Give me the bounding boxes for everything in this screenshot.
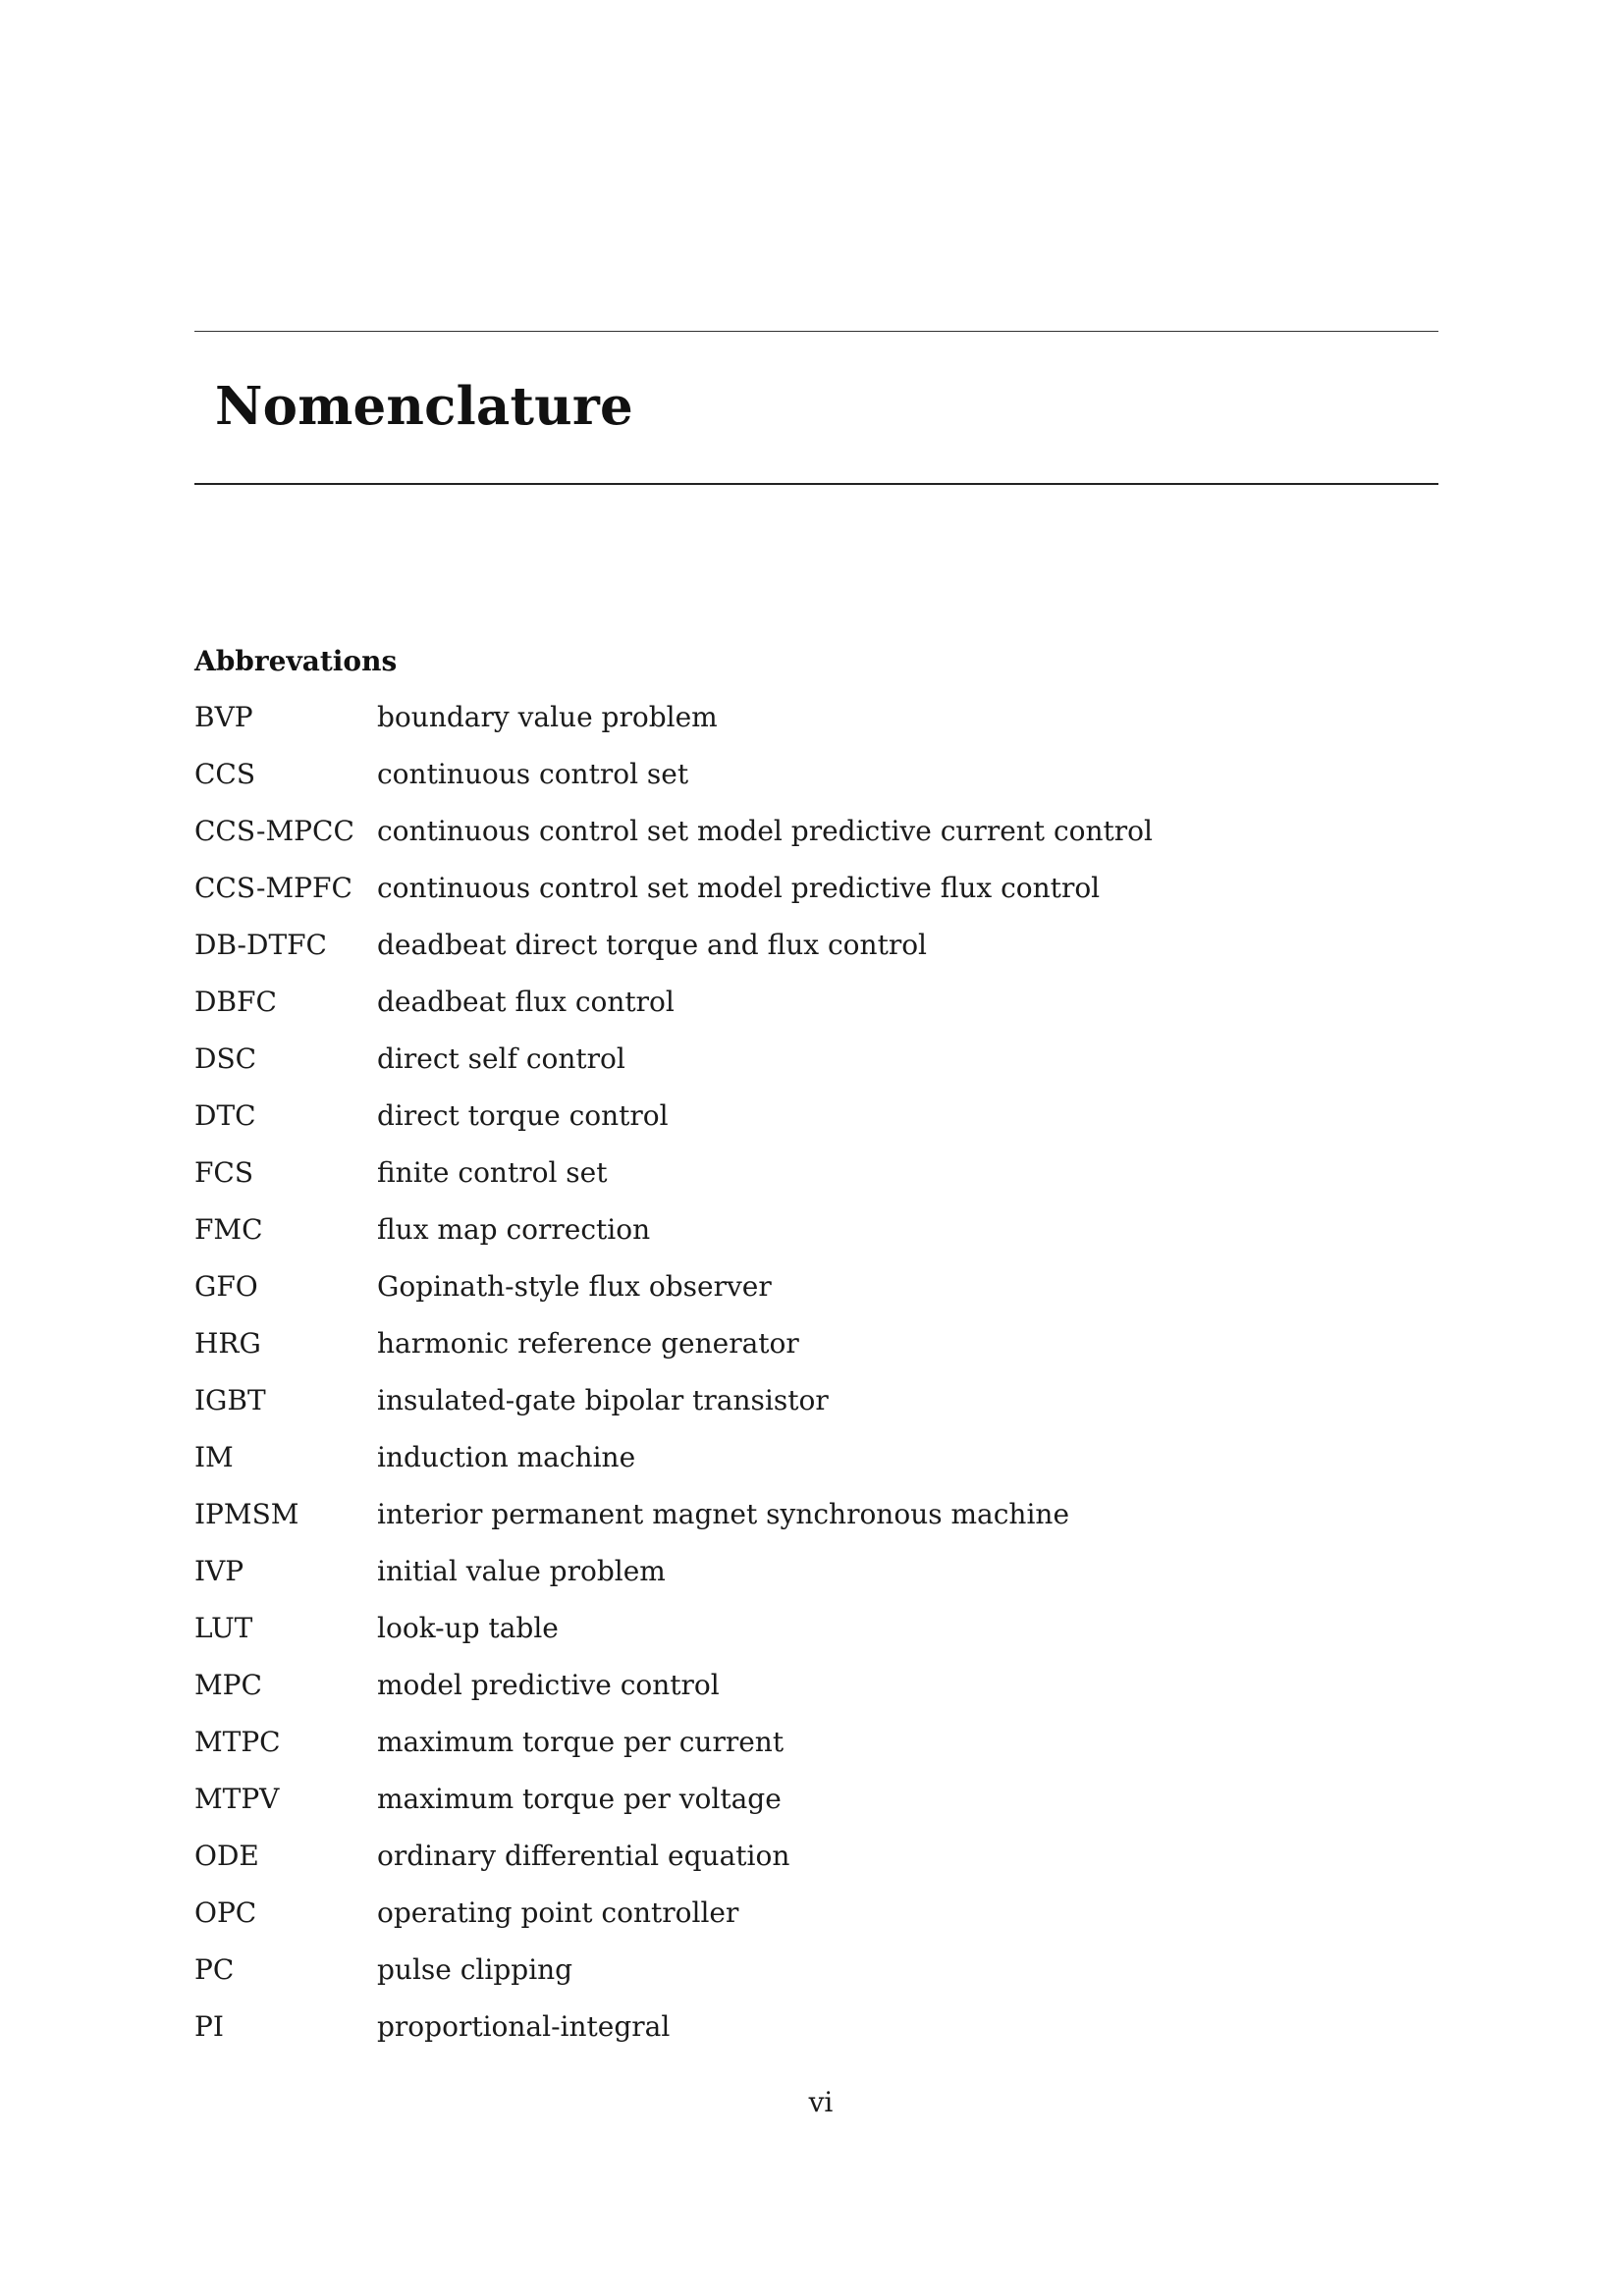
list-item — [194, 1896, 1274, 1953]
abbreviation-definition: operating point controller — [377, 1896, 739, 1929]
list-item — [194, 701, 1274, 758]
list-item — [194, 2010, 1274, 2067]
list-item — [194, 872, 1274, 929]
abbreviation-definition: finite control set — [377, 1156, 608, 1189]
list-item — [194, 1441, 1274, 1498]
abbreviation-term: FMC — [194, 1213, 263, 1246]
list-item — [194, 1726, 1274, 1783]
list-item — [194, 1384, 1274, 1441]
abbreviation-term: DB-DTFC — [194, 929, 327, 961]
list-item — [194, 1042, 1274, 1099]
page-number: vi — [808, 2086, 834, 2118]
abbreviation-definition: pulse clipping — [377, 1953, 573, 1986]
abbreviation-term: BVP — [194, 701, 253, 733]
abbreviation-term: IGBT — [194, 1384, 266, 1416]
abbreviation-term: DBFC — [194, 986, 277, 1018]
chapter-top-rule — [194, 331, 1438, 332]
abbreviation-definition: continuous control set model predictive current control — [377, 815, 1153, 847]
abbreviation-definition: continuous control set — [377, 758, 689, 790]
list-item — [194, 1156, 1274, 1213]
list-item — [194, 1213, 1274, 1270]
list-item — [194, 929, 1274, 986]
abbreviation-definition: ordinary differential equation — [377, 1840, 790, 1872]
abbreviation-definition: insulated-gate bipolar transistor — [377, 1384, 829, 1416]
abbreviation-definition: boundary value problem — [377, 701, 718, 733]
abbreviation-term: GFO — [194, 1270, 258, 1303]
abbreviation-definition: continuous control set model predictive flux control — [377, 872, 1101, 904]
abbreviation-term: IVP — [194, 1555, 244, 1587]
abbreviation-term: PC — [194, 1953, 235, 1986]
abbreviation-term: IM — [194, 1441, 234, 1473]
abbreviation-term: ODE — [194, 1840, 259, 1872]
abbreviation-definition: Gopinath-style flux observer — [377, 1270, 772, 1303]
abbreviation-term: FCS — [194, 1156, 254, 1189]
abbreviation-term: IPMSM — [194, 1498, 299, 1530]
list-item — [194, 1840, 1274, 1896]
list-item — [194, 1498, 1274, 1555]
list-item — [194, 1555, 1274, 1612]
abbreviation-definition: maximum torque per current — [377, 1726, 785, 1758]
abbreviation-term: OPC — [194, 1896, 257, 1929]
abbreviation-term: MPC — [194, 1669, 262, 1701]
list-item — [194, 1099, 1274, 1156]
abbreviation-list — [194, 701, 1274, 2067]
list-item — [194, 1783, 1274, 1840]
abbreviation-definition: induction machine — [377, 1441, 636, 1473]
abbreviation-term: MTPV — [194, 1783, 280, 1815]
abbreviation-definition: deadbeat flux control — [377, 986, 675, 1018]
abbreviation-term: CCS-MPCC — [194, 815, 354, 847]
abbreviation-term: HRG — [194, 1327, 261, 1360]
abbreviation-term: DSC — [194, 1042, 257, 1075]
chapter-title: Nomenclature — [215, 376, 633, 437]
abbreviation-definition: model predictive control — [377, 1669, 720, 1701]
abbreviation-term: DTC — [194, 1099, 256, 1132]
section-heading: Abbrevations — [194, 645, 398, 677]
abbreviation-term: CCS — [194, 758, 256, 790]
abbreviation-definition: look-up table — [377, 1612, 559, 1644]
abbreviation-term: LUT — [194, 1612, 253, 1644]
abbreviation-definition: initial value problem — [377, 1555, 666, 1587]
list-item — [194, 815, 1274, 872]
abbreviation-definition: maximum torque per voltage — [377, 1783, 782, 1815]
abbreviation-definition: direct self control — [377, 1042, 625, 1075]
list-item — [194, 1953, 1274, 2010]
abbreviation-definition: flux map correction — [377, 1213, 651, 1246]
abbreviation-definition: interior permanent magnet synchronous machine — [377, 1498, 1070, 1530]
list-item — [194, 986, 1274, 1042]
list-item — [194, 1612, 1274, 1669]
chapter-bottom-rule — [194, 483, 1438, 485]
abbreviation-term: PI — [194, 2010, 224, 2043]
list-item — [194, 1669, 1274, 1726]
abbreviation-definition: harmonic reference generator — [377, 1327, 799, 1360]
abbreviation-definition: direct torque control — [377, 1099, 669, 1132]
abbreviation-definition: deadbeat direct torque and flux control — [377, 929, 928, 961]
list-item — [194, 758, 1274, 815]
abbreviation-definition: proportional-integral — [377, 2010, 671, 2043]
abbreviation-term: MTPC — [194, 1726, 281, 1758]
list-item — [194, 1327, 1274, 1384]
list-item — [194, 1270, 1274, 1327]
abbreviation-term: CCS-MPFC — [194, 872, 352, 904]
